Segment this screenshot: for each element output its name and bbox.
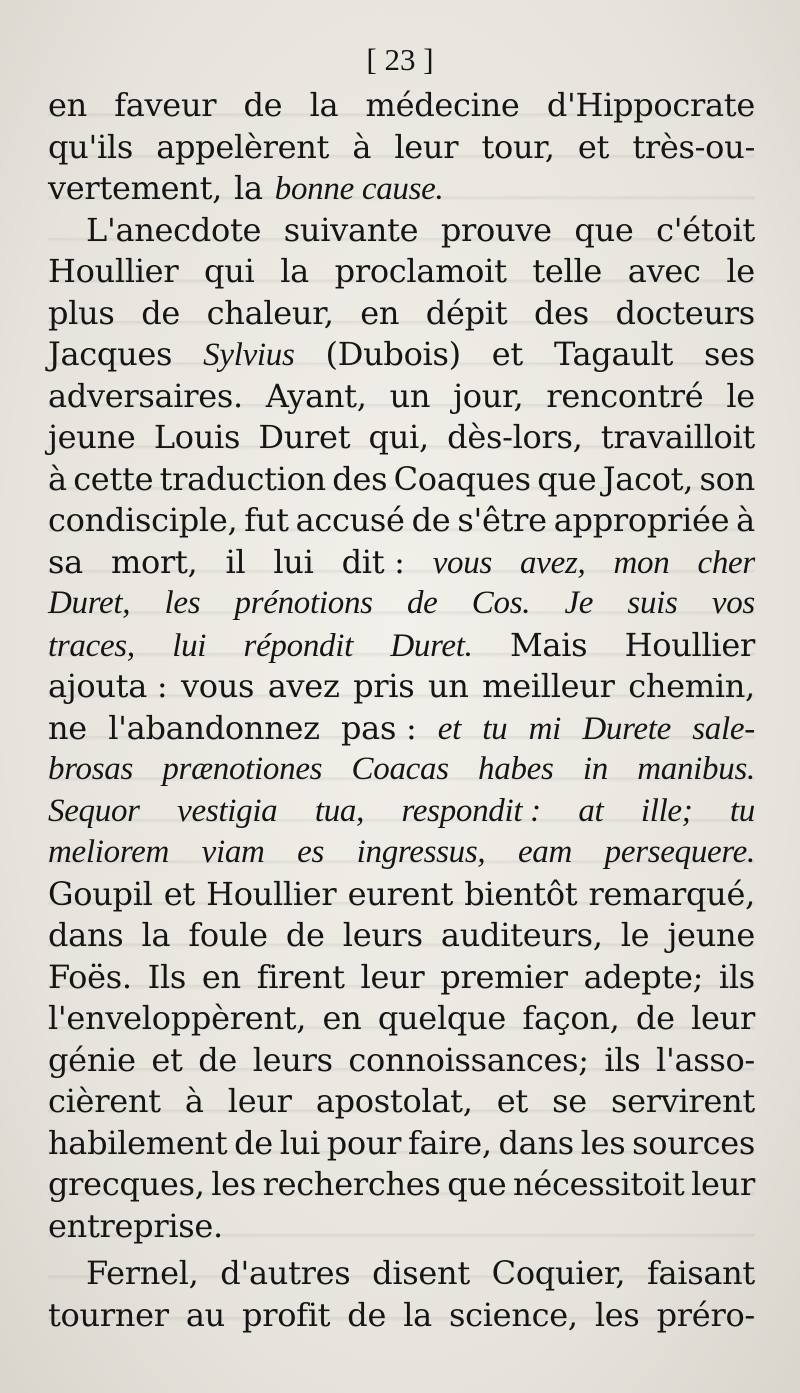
text-line xyxy=(48,708,755,750)
text-line xyxy=(48,957,755,999)
word: en xyxy=(201,957,241,996)
word: jour, xyxy=(453,376,524,415)
word: l'abandonnez xyxy=(108,708,320,747)
word: prouve xyxy=(440,210,552,249)
word: Houllier xyxy=(48,252,179,290)
word: Ils xyxy=(147,957,187,996)
word: de xyxy=(198,1040,238,1079)
word: nécessitoit xyxy=(513,1165,685,1203)
word: vous xyxy=(180,667,255,705)
text-line xyxy=(48,1253,755,1295)
word: Duret xyxy=(258,418,351,456)
word: entreprise. xyxy=(48,1206,223,1245)
word: pas : xyxy=(341,708,417,747)
text-line xyxy=(48,168,755,210)
word: recherches xyxy=(262,1165,441,1203)
word: cette xyxy=(73,459,154,498)
word: de xyxy=(243,86,283,124)
word: Foës. xyxy=(48,957,132,996)
word: Jacques xyxy=(48,335,173,373)
word: les xyxy=(594,1295,640,1334)
text-line xyxy=(48,127,755,169)
word: façon, xyxy=(522,999,620,1037)
text-line xyxy=(48,583,755,625)
word: leur xyxy=(227,1082,292,1120)
word: persequere. xyxy=(604,834,755,870)
word: es xyxy=(297,834,325,870)
word: fut xyxy=(244,501,289,539)
text-line xyxy=(48,500,755,542)
word: les xyxy=(164,585,201,621)
word: ils xyxy=(604,1040,641,1079)
word: la xyxy=(234,169,263,207)
word: et xyxy=(577,127,610,166)
word: avez, xyxy=(520,544,586,581)
word: meliorem xyxy=(48,834,170,870)
word: Coacas xyxy=(351,751,449,787)
word: à xyxy=(352,127,372,166)
word: dans xyxy=(48,916,124,954)
word: docteurs xyxy=(615,293,755,332)
word: leurs xyxy=(342,916,423,954)
word: prænotiones xyxy=(162,751,323,787)
word: dit : xyxy=(341,542,405,581)
word: un xyxy=(427,667,469,705)
word: rencontré xyxy=(546,376,704,415)
word: proclamoit xyxy=(334,252,507,290)
word: mon xyxy=(613,544,670,581)
word: condisciple, xyxy=(48,501,238,539)
word: génie xyxy=(48,1040,136,1079)
text-line xyxy=(48,1123,755,1165)
word: traduction xyxy=(159,459,326,498)
word: brosas xyxy=(48,751,134,787)
word: habilement xyxy=(48,1123,228,1162)
word: lui xyxy=(172,627,207,664)
word: profit xyxy=(242,1295,331,1334)
word: Jacot, xyxy=(602,459,694,498)
word: tu xyxy=(482,710,508,747)
word: vos xyxy=(711,585,755,621)
word: et xyxy=(491,335,523,373)
word: pris xyxy=(353,667,415,705)
word: de xyxy=(406,585,438,621)
word: ses xyxy=(704,335,755,373)
word: mort, xyxy=(110,542,198,581)
word: habes xyxy=(478,751,554,787)
word: son xyxy=(699,459,755,498)
word: auditeurs, xyxy=(440,916,603,954)
word: bientôt xyxy=(464,874,578,913)
word: disent xyxy=(372,1254,470,1292)
word: de xyxy=(411,501,451,539)
word: se xyxy=(552,1082,587,1120)
word: Je xyxy=(564,585,594,621)
word: travailloit xyxy=(600,418,755,456)
word: grecques, xyxy=(48,1165,205,1203)
word: très-ou- xyxy=(632,127,755,166)
word: ille; xyxy=(640,792,693,829)
word: à xyxy=(184,1082,204,1120)
text-line xyxy=(48,293,755,335)
page-number: [ 23 ] xyxy=(366,42,434,77)
word: Houllier xyxy=(624,625,755,664)
word: le xyxy=(726,376,755,415)
text-line xyxy=(48,791,755,833)
word: manibus. xyxy=(637,751,755,787)
word: la xyxy=(141,916,171,954)
word: ils xyxy=(718,957,755,996)
word: d'autres xyxy=(220,1254,351,1292)
word: bonne cause. xyxy=(274,171,444,207)
word: un xyxy=(389,376,431,415)
word: et xyxy=(151,1040,183,1079)
word: Coaques xyxy=(393,459,531,498)
word: quelque xyxy=(377,999,507,1037)
word: dans xyxy=(498,1123,574,1162)
word: Cos. xyxy=(471,585,531,621)
word: Duret. xyxy=(390,627,473,664)
word: premier xyxy=(440,957,568,996)
word: eurent xyxy=(347,874,454,913)
word: L'anecdote xyxy=(86,210,262,249)
text-line xyxy=(48,749,755,791)
word: adversaires. xyxy=(48,376,243,415)
word: adepte; xyxy=(583,957,704,996)
word: Sequor xyxy=(48,792,140,829)
body-text xyxy=(48,85,755,1336)
word: de xyxy=(635,999,675,1037)
word: les xyxy=(211,1165,256,1203)
text-line xyxy=(48,459,755,501)
word: Sylvius xyxy=(203,337,295,373)
word: apostolat, xyxy=(315,1082,473,1120)
word: ingressus, xyxy=(356,834,486,870)
word: avec xyxy=(627,252,701,290)
word: de xyxy=(234,1123,273,1162)
word: viam xyxy=(201,834,265,870)
word: et xyxy=(496,1082,528,1120)
text-line xyxy=(48,625,755,667)
word: ajouta : xyxy=(48,667,168,705)
word: respondit : xyxy=(401,792,541,829)
text-line xyxy=(48,1295,755,1337)
word: à xyxy=(736,501,755,539)
word: meilleur xyxy=(482,667,615,705)
word: lui xyxy=(279,1123,320,1162)
word: des xyxy=(533,293,589,332)
word: leur xyxy=(360,957,425,996)
word: c'étoit xyxy=(656,210,755,249)
word: sa xyxy=(48,542,83,581)
word: connoissances; xyxy=(348,1040,589,1079)
word: Mais xyxy=(509,625,588,664)
word: tour, xyxy=(481,127,555,166)
word: jeune xyxy=(667,916,755,954)
word: Tagault xyxy=(553,335,674,373)
word: dépit xyxy=(425,293,508,332)
word: chemin, xyxy=(628,667,755,705)
word: prénotions xyxy=(234,585,373,621)
word: traces, xyxy=(48,627,135,664)
word: que xyxy=(537,459,597,498)
word: tourner xyxy=(48,1295,169,1334)
word: la xyxy=(403,1295,432,1334)
word: appelèrent xyxy=(156,127,330,166)
text-line xyxy=(48,1206,755,1248)
text-line xyxy=(48,85,755,127)
word: les xyxy=(580,1123,626,1162)
word: d'Hippocrate xyxy=(546,86,755,124)
word: faisant xyxy=(646,1254,755,1292)
word: telle xyxy=(532,252,603,290)
word: Duret, xyxy=(48,585,131,621)
word: Houllier xyxy=(206,874,337,913)
word: appropriée xyxy=(553,501,730,539)
word: ne xyxy=(48,708,87,747)
word: tu xyxy=(729,792,755,829)
word: in xyxy=(582,751,608,787)
word: l'asso- xyxy=(656,1040,755,1079)
word: servirent xyxy=(611,1082,755,1120)
word: qui, xyxy=(368,418,429,456)
word: Coquier, xyxy=(491,1254,626,1292)
word: de xyxy=(285,916,325,954)
word: Durete xyxy=(582,710,671,747)
word: en xyxy=(322,999,362,1037)
word: au xyxy=(185,1295,225,1334)
word: tua, xyxy=(314,792,365,829)
word: de xyxy=(141,293,181,332)
word: cher xyxy=(697,544,755,581)
text-line xyxy=(48,334,755,376)
word: s'être xyxy=(457,501,547,539)
word: science, xyxy=(449,1295,578,1334)
text-line xyxy=(48,1040,755,1082)
word: Fernel, xyxy=(86,1254,199,1292)
word: de xyxy=(347,1295,387,1334)
word: préro- xyxy=(656,1295,755,1334)
word: que xyxy=(447,1165,507,1203)
word: qu'ils xyxy=(48,127,133,166)
word: le xyxy=(620,916,650,954)
word: sources xyxy=(632,1123,755,1162)
word: et xyxy=(437,710,461,747)
word: faveur xyxy=(114,86,217,124)
word: Ayant, xyxy=(265,376,367,415)
word: dès-lors, xyxy=(447,418,583,456)
word: la xyxy=(309,86,339,124)
word: leur xyxy=(691,999,755,1037)
word: leur xyxy=(691,1165,755,1203)
text-line xyxy=(48,832,755,874)
word: Goupil xyxy=(48,874,153,913)
text-line xyxy=(48,251,755,293)
word: en xyxy=(360,293,400,332)
word: remarqué, xyxy=(588,874,755,913)
word: at xyxy=(578,792,604,829)
text-line xyxy=(48,1164,755,1206)
text-line xyxy=(48,915,755,957)
word: leurs xyxy=(252,1040,333,1079)
word: leur xyxy=(394,127,459,166)
word: foule xyxy=(188,916,268,954)
word: qui xyxy=(204,252,255,290)
word: à xyxy=(48,459,67,498)
word: vertement, xyxy=(48,169,223,207)
word: accusé xyxy=(295,501,405,539)
word: suis xyxy=(627,585,678,621)
word: vestigia xyxy=(177,792,278,829)
word: la xyxy=(280,252,309,290)
word: jeune xyxy=(48,418,136,456)
word: (Dubois) xyxy=(325,335,461,373)
word: le xyxy=(726,252,755,290)
text-line xyxy=(48,1081,755,1123)
word: avez xyxy=(267,667,340,705)
word: firent xyxy=(256,957,345,996)
word: que xyxy=(574,210,634,249)
text-line xyxy=(48,874,755,916)
word: lui xyxy=(273,542,314,581)
text-line xyxy=(48,210,755,252)
word: médecine xyxy=(365,86,520,124)
word: en xyxy=(48,86,87,124)
word: Louis xyxy=(153,418,241,456)
text-line xyxy=(48,998,755,1040)
word: suivante xyxy=(283,210,419,249)
word: plus xyxy=(48,293,115,332)
text-line xyxy=(48,666,755,708)
word: pour xyxy=(326,1123,402,1162)
word: répondit xyxy=(243,627,353,664)
word: sale- xyxy=(692,710,755,747)
word: cièrent xyxy=(48,1082,161,1120)
word: et xyxy=(163,874,195,913)
word: mi xyxy=(528,710,562,747)
text-line xyxy=(48,417,755,459)
text-line xyxy=(48,542,755,584)
word: des xyxy=(332,459,388,498)
word: l'enveloppèrent, xyxy=(48,999,307,1037)
word: vous xyxy=(432,544,492,581)
text-line xyxy=(48,376,755,418)
word: faire, xyxy=(407,1123,492,1162)
word: chaleur, xyxy=(206,293,334,332)
word: eam xyxy=(517,834,573,870)
word: il xyxy=(225,542,246,581)
